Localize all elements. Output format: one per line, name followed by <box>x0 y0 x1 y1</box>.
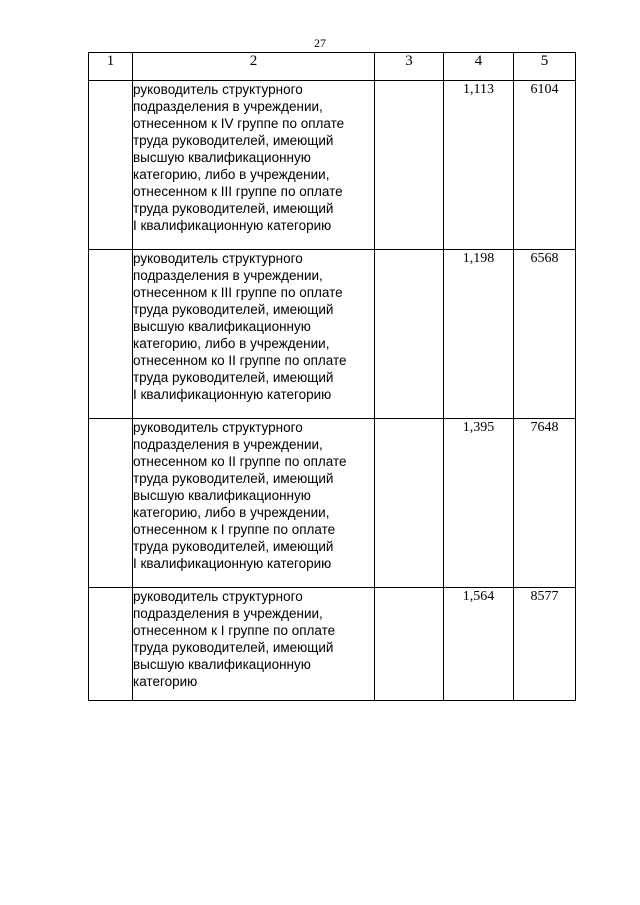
position-description: руководитель структурного подразделения в учреждении, отнесенном к IV группе по оплате труда руководителей, имеющий высшую квалификационную категорию, либо в учреждении, отнесенном к III группе по оплате труда руководителей, имеющий I квалификационную категорию <box>133 81 375 250</box>
column-header-5: 5 <box>514 53 576 81</box>
position-description: руководитель структурного подразделения в учреждении, отнесенном к III группе по оплате труда руководителей, имеющий высшую квалификационную категорию, либо в учреждении, отнесенном ко II группе по оплате труда руководителей, имеющий I квалификационную категорию <box>133 250 375 419</box>
cell-col1 <box>89 81 133 250</box>
page-number: 27 <box>314 36 326 50</box>
position-description: руководитель структурного подразделения в учреждении, отнесенном к I группе по оплате труда руководителей, имеющий высшую квалификационную категорию <box>133 588 375 701</box>
coefficient-cell: 1,113 <box>444 81 514 250</box>
cell-col3 <box>375 419 444 588</box>
table-header-row <box>89 53 576 81</box>
table-row <box>89 250 576 419</box>
salary-table <box>88 52 576 701</box>
coefficient-cell: 1,395 <box>444 419 514 588</box>
column-header-3: 3 <box>375 53 444 81</box>
cell-col1 <box>89 588 133 701</box>
table-row <box>89 419 576 588</box>
amount-cell: 6104 <box>514 81 576 250</box>
position-description: руководитель структурного подразделения в учреждении, отнесенном ко II группе по оплате труда руководителей, имеющий высшую квалификационную категорию, либо в учреждении, отнесенном к I группе по оплате труда руководителей, имеющий I квалификационную категорию <box>133 419 375 588</box>
amount-cell: 6568 <box>514 250 576 419</box>
column-header-1: 1 <box>89 53 133 81</box>
amount-cell: 7648 <box>514 419 576 588</box>
coefficient-cell: 1,198 <box>444 250 514 419</box>
column-header-2: 2 <box>133 53 375 81</box>
cell-col1 <box>89 419 133 588</box>
cell-col3 <box>375 81 444 250</box>
table-row <box>89 81 576 250</box>
cell-col1 <box>89 250 133 419</box>
amount-cell: 8577 <box>514 588 576 701</box>
column-header-4: 4 <box>444 53 514 81</box>
coefficient-cell: 1,564 <box>444 588 514 701</box>
cell-col3 <box>375 588 444 701</box>
cell-col3 <box>375 250 444 419</box>
table-row <box>89 588 576 701</box>
